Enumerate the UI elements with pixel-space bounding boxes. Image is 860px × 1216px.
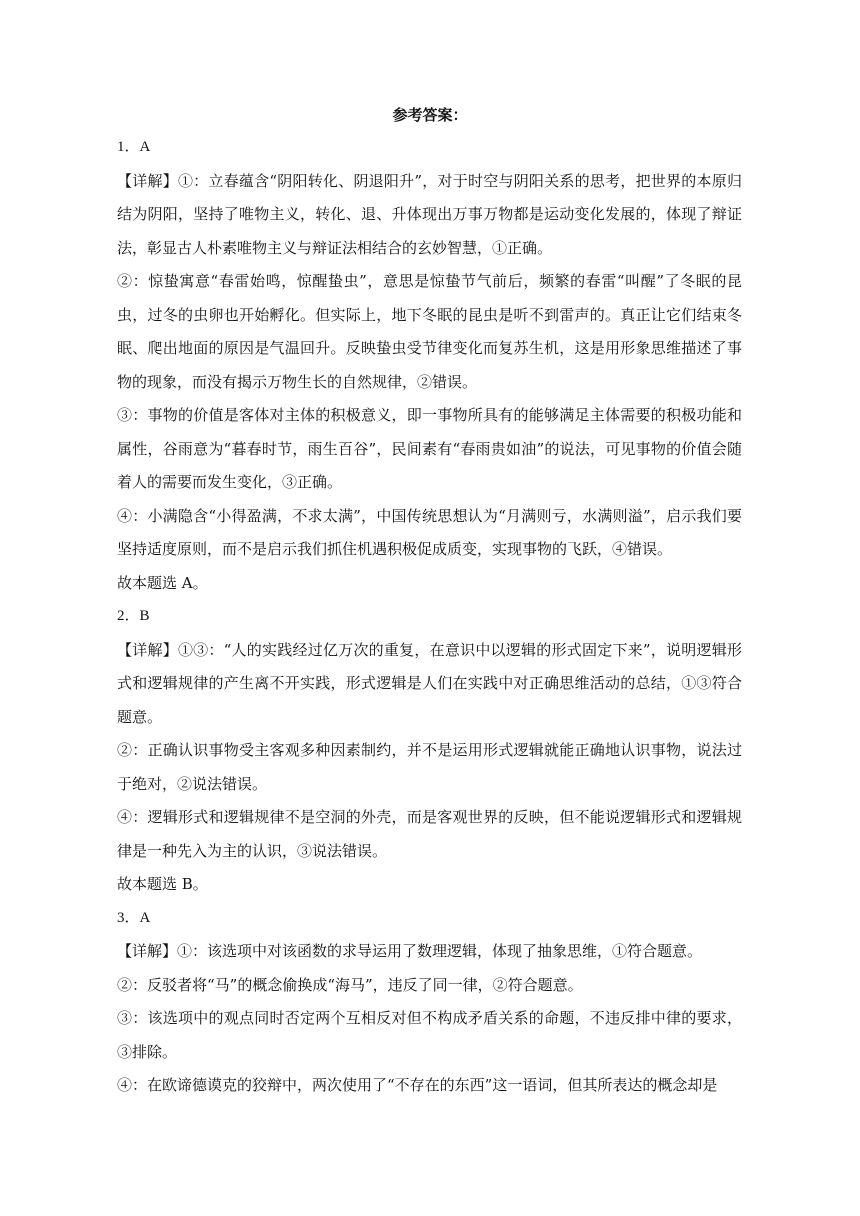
- explanation-paragraph: ③：该选项中的观点同时否定两个互相反对但不构成矛盾关系的命题，不违反排中律的要求，③排除。: [117, 1009, 742, 1061]
- explanation-paragraph: ④：小满隐含“小得盈满，不求太满”，中国传统思想认为“月满则亏，水满则溢”，启示我们要坚持适度原则，而不是启示我们抓住机遇积极促成质变，实现事物的飞跃，④错误。: [117, 506, 742, 558]
- explanation-paragraph: 【详解】①：立春蕴含“阴阳转化、阴退阳升”，对于时空与阴阳关系的思考，把世界的本原归结为阴阳，坚持了唯物主义，转化、退、升体现出万事万物都是运动变化发展的，体现了辩证法，彰显古人朴素唯物主义与辩证法相结合的玄妙智慧，①正确。: [117, 171, 742, 257]
- explanation-paragraph: ②：正确认识事物受主客观多种因素制约，并不是运用形式逻辑就能正确地认识事物，说法过于绝对，②说法错误。: [117, 741, 742, 793]
- explanation-paragraph: ④：在欧谛德谟克的狡辩中，两次使用了“不存在的东西”这一语词，但其所表达的概念却是: [117, 1076, 718, 1094]
- explanation-paragraph: ④：逻辑形式和逻辑规律不是空洞的外壳，而是客观世界的反映，但不能说逻辑形式和逻辑规律是一种先入为主的认识，③说法错误。: [117, 808, 742, 860]
- question-number: 2．B: [117, 608, 150, 624]
- explanation-paragraph: 【详解】①：该选项中对该函数的求导运用了数理逻辑，体现了抽象思维，①符合题意。: [117, 942, 703, 960]
- question-number: 1．A: [117, 139, 151, 155]
- answer-conclusion: 故本题选 B。: [117, 875, 208, 893]
- question-1: [117, 131, 742, 600]
- answer-conclusion: 故本题选 A。: [117, 573, 208, 592]
- page-title: 参考答案：: [392, 106, 468, 124]
- answer-content: [117, 131, 742, 1103]
- explanation-paragraph: ③：事物的价值是客体对主体的积极意义，即一事物所具有的能够满足主体需要的积极功能和属性，谷雨意为“暮春时节，雨生百谷”，民间素有“春雨贵如油”的说法，可见事物的价值会随着人的需要而发生变化，③正确。: [117, 406, 742, 491]
- question-3: [117, 902, 742, 1103]
- explanation-paragraph: 【详解】①③：“人的实践经过亿万次的重复，在意识中以逻辑的形式固定下来”，说明逻辑形式和逻辑规律的产生离不开实践，形式逻辑是人们在实践中对正确思维活动的总结，①③符合题意。: [117, 640, 742, 726]
- explanation-paragraph: ②：反驳者将“马”的概念偷换成“海马”，违反了同一律，②符合题意。: [117, 975, 583, 994]
- question-number: 3．A: [117, 909, 151, 926]
- explanation-paragraph: ②：惊蛰寓意“春雷始鸣，惊醒蛰虫”，意思是惊蛰节气前后，频繁的春雷“叫醒”了冬眠的昆虫，过冬的虫卵也开始孵化。但实际上，地下冬眠的昆虫是听不到雷声的。真正让它们结束冬眠、爬出地面的原因是气温回升。反映蛰虫受节律变化而复苏生机，这是用形象思维描述了事物的现象，而没有揭示万物生长的自然规律，②错误。: [117, 272, 742, 391]
- question-2: [117, 600, 742, 902]
